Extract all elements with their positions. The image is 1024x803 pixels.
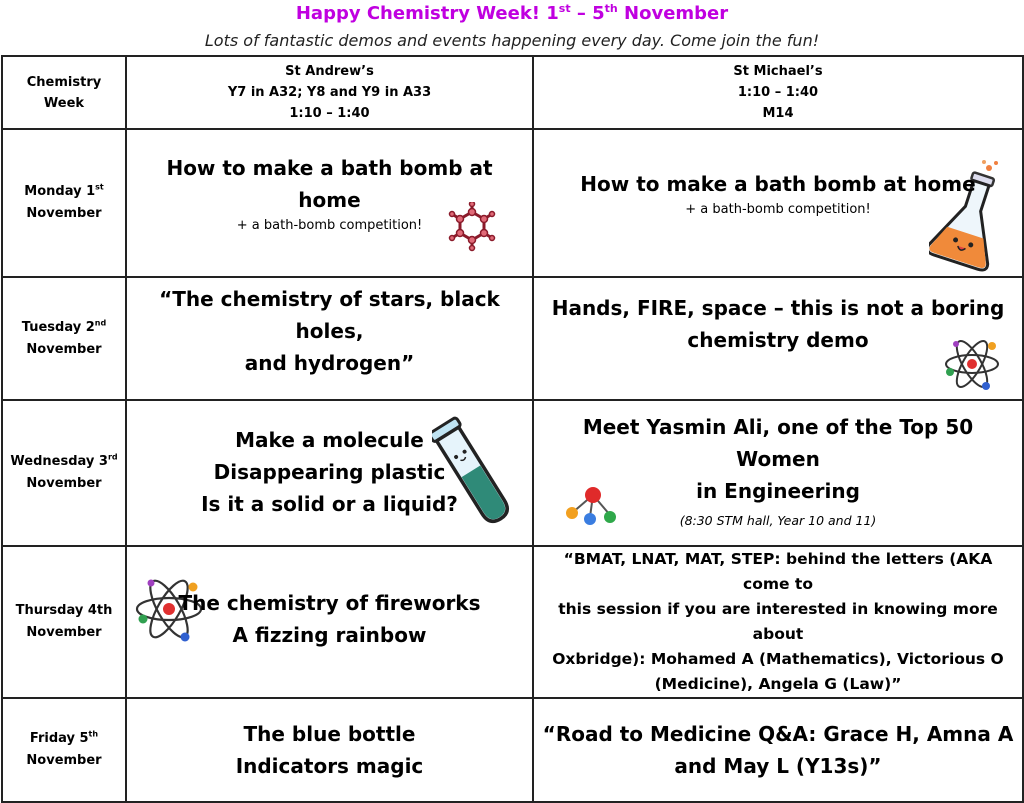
event-cell-st-michaels: Hands, FIRE, space – this is not a boring chemistry demo xyxy=(533,277,1023,400)
event-cell-st-andrews: “The chemistry of stars, black holes, and hydrogen” xyxy=(126,277,533,400)
page-title: Happy Chemistry Week! 1st – 5th November xyxy=(295,2,729,24)
day-cell: Monday 1st November xyxy=(2,129,126,277)
day-cell: Thursday 4th November xyxy=(2,546,126,698)
day-cell: Friday 5th November xyxy=(2,698,126,802)
event-cell-st-andrews: The blue bottle Indicators magic xyxy=(126,698,533,802)
column-header-st-andrews: St Andrew’s Y7 in A32; Y8 and Y9 in A33 1:10 – 1:40 xyxy=(126,56,533,129)
table-row-friday xyxy=(2,698,1023,802)
day-cell: Wednesday 3rd November xyxy=(2,400,126,546)
table-row-wednesday xyxy=(2,400,1023,546)
day-cell: Tuesday 2nd November xyxy=(2,277,126,400)
page-subtitle: Lots of fantastic demos and events happening every day. Come join the fun! xyxy=(204,31,820,50)
event-cell-st-andrews: Make a molecule Disappearing plastic Is it a solid or a liquid? xyxy=(126,400,533,546)
event-cell-st-michaels: “Road to Medicine Q&A: Grace H, Amna A and May L (Y13s)” xyxy=(533,698,1023,802)
table-row-tuesday xyxy=(2,277,1023,400)
table-row-thursday xyxy=(2,546,1023,698)
event-cell-st-andrews: How to make a bath bomb at home + a bath-bomb competition! xyxy=(126,129,533,277)
schedule-table xyxy=(1,55,1024,803)
event-cell-st-michaels: Meet Yasmin Ali, one of the Top 50 Women in Engineering (8:30 STM hall, Year 10 and 11) xyxy=(533,400,1023,546)
table-row-monday xyxy=(2,129,1023,277)
column-header-week: Chemistry Week xyxy=(2,56,126,129)
event-cell-st-andrews: The chemistry of fireworks A fizzing rainbow xyxy=(126,546,533,698)
event-cell-st-michaels: “BMAT, LNAT, MAT, STEP: behind the letters (AKA come to this session if you are interested in knowing more about Oxbridge): Mohamed A (Mathematics), Victorious O (Medicine), Angela G (Law)” xyxy=(533,546,1023,698)
event-cell-st-michaels: How to make a bath bomb at home + a bath-bomb competition! xyxy=(533,129,1023,277)
column-header-st-michaels: St Michael’s 1:10 – 1:40 M14 xyxy=(533,56,1023,129)
table-header-row xyxy=(2,56,1023,129)
